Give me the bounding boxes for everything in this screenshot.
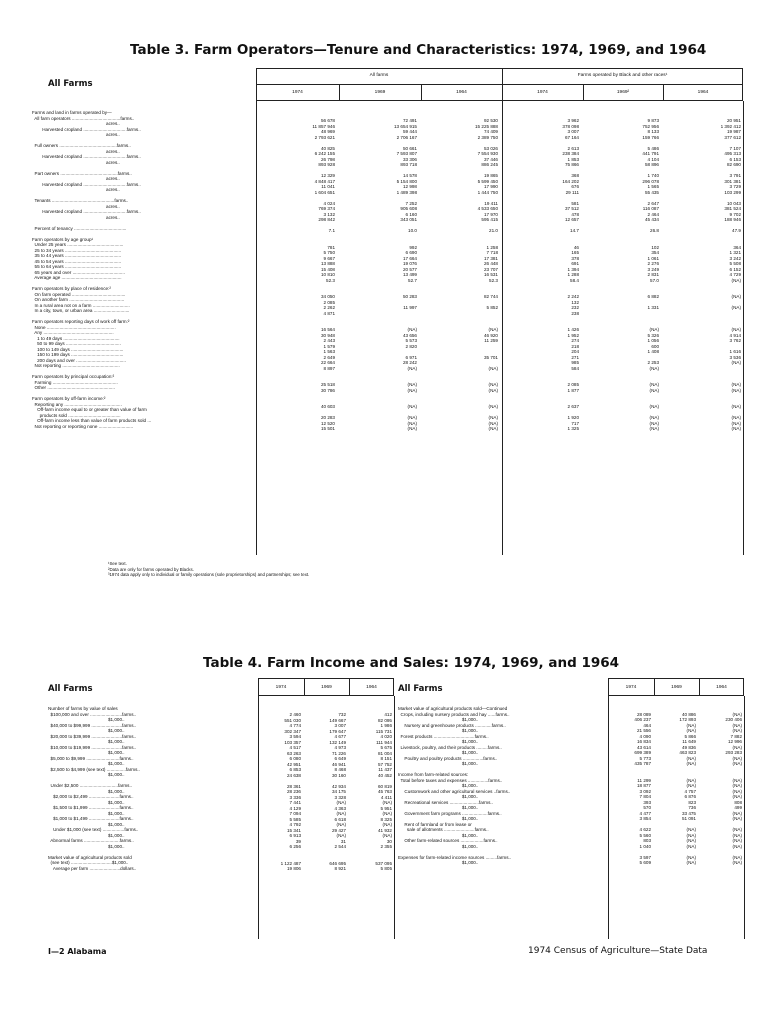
table4-right-col-1974: 28 089 406 237 464 21 556 4 090 16 834 43 614 699 389 5 773 435 787 11 299 18 877 3 092 7 804 393 570 4 477 3 854 4 622 5 560 803 1 040 3 597 5 609: [634, 711, 651, 865]
table3-row-labels: Farms and land in farms operated by— All farm operators ......................................farms.. acres.. Harvested cropland ..................................farms.. acres.. Full owners .............................................farms.. acres.. Harvested cropland ..................................farms.. acres.. Part owners .............................................farms.. acres.. Harvested cropland ..................................farms.. acres.. Tenants .................................................farms.. acres.. Harvested cropland ..................................farms.. acres.. Percent of tenancy ......................................... Farm operators by age group¹ Under 25 years ............................................ 25 to 34 years ............................................ 35 to 44 years ............................................ 45 to 54 years ............................................ 55 to 64 years ............................................ 65 years and over ......................................... Average age ............................................... Farm operators by place of residence:² On farm operated .......................................... On another farm ........................................... In a rural area not on a farm ............................. In a city, town, or urban area ............................ Farm operators reporting days of work off farm:² None ...................................................... Any ....................................................... 1 to 49 days ............................................ 50 to 99 days ........................................... 100 to 149 days ......................................... 150 to 199 days ......................................... 200 days and over ....................................... Not reporting ............................................. Farm operators by principal occupation:² Farming ................................................... Other ..................................................... Farm operators by off-farm income:² Reporting any ............................................. Off-farm income equal to or greater than value of farm products sold ......................................... Off-farm income less than value of farm products sold ... Not reporting or reporting none ...........................: [32, 110, 152, 429]
table4-right-year-3: 1964: [716, 685, 727, 690]
table4-left-year-3: 1964: [366, 685, 377, 690]
table3-year-1: 1974: [292, 90, 303, 95]
table4-right-year-2: 1969: [671, 685, 682, 690]
table3-col-black-1974: 3 962 378 098 3 007 67 164 2 613 238 384 1 853 75 866 368 164 202 676 29 111 581 37 512 478 12 657 14.7 46 165 378 691 1 394 1 288 58.4 2 242 132 232 238 1 426 1 952 274 218 204 271 985 584 2 085 1 877 2 637 1 920 717 1 325: [562, 118, 579, 431]
table3-year-2: 1969: [374, 90, 386, 95]
table3-col-black-1964: 20 951 1 392 412 19 987 377 612 7 107 495 313 6 153 82 690 3 791 301 381 3 729 103 299 10 043 381 524 9 702 188 946 47.9 364 1 321 3 242 5 508 6 152 4 729 (NA) (NA) (NA) (NA) 4 914 3 762 1 616 3 536 (NA) (NA) (NA) (NA) (NA) (NA) (NA): [720, 118, 741, 431]
table3-col-black-1969: 9 873 752 956 8 133 159 766 5 486 441 791 4 104 58 896 1 740 296 078 1 565 55 435 2 647 116 087 2 464 45 434 26.8 102 354 1 061 2 276 3 249 2 831 57.0 6 882 1 331 (NA) 5 326 1 056 600 1 408 2 253 (NA) (NA) (NA) (NA) (NA) (NA) (NA): [642, 118, 659, 431]
page-number-state: I—2 Alabama: [48, 947, 107, 956]
table4-left-col-1969: 732 149 667 3 007 179 647 4 677 132 149 4 973 71 226 6 649 46 941 8 468 30 160 42 934 34 175 3 328 (NA) 4 363 (NA) 6 618 (NA) 29 427 (NA) 31 2 544 646 695 8 921: [329, 712, 346, 871]
table3-col-1969: 72 491 13 654 915 59 444 2 706 167 50 661 7 593 807 33 306 893 718 14 578 5 154 800 12 998 1 489 398 7 252 905 608 6 160 343 051 10.0 992 6 690 17 664 19 076 20 577 13 499 52.7 50 283 11 997 (NA) 43 656 5 573 2 820 6 971 28 242 (NA) (NA) (NA) (NA) (NA) (NA) (NA): [394, 118, 417, 431]
table4-right-labels: Market value of agricultural products sold—Continued Crops, including nursery products and hay ......farms.. $1,000.. Nursery and greenhouse products .............farms.. $1,000.. Forest products ................................farms.. $1,000.. Livestock, poultry, and their products .........farms.. $1,000.. Poultry and poultry products ................farms.. $1,000.. Income from farm-related sources: Total before taxes and expenses ................farms.. $1,000.. Customwork and other agricultural services ..farms.. $1,000.. Recreational services .......................farms.. $1,000.. Government farm programs ....................farms.. $1,000.. Rent of farmland or from lease or sale of allotments ........................farms.. $1,000.. Other farm-related sources ..................farms.. $1,000.. Expenses for farm-related income sources .........farms.. $1,000..: [398, 706, 512, 865]
table4-right-col-1964: (NA) 230 406 (NA) (NA) 7 882 12 996 (NA) 293 283 (NA) (NA) (NA) (NA) (NA) (NA) 808 499 (NA) (NA) (NA) (NA) (NA) (NA) (NA) (NA): [725, 711, 742, 865]
table3-col-1974: 56 678 11 857 946 48 969 2 793 621 40 825 6 242 155 26 798 893 928 12 329 4 848 417 11 041 1 604 651 4 024 769 374 3 132 298 842 7.1 781 5 750 9 667 13 888 15 408 10 810 52.3 34 050 2 085 2 262 4 871 16 564 30 948 2 443 1 579 1 563 2 649 22 664 8 897 25 518 30 786 40 603 20 283 12 520 15 501: [312, 118, 335, 431]
table4-left-year-2: 1969: [321, 685, 332, 690]
table4-section-left: All Farms: [48, 684, 93, 694]
table4-left-year-1: 1974: [275, 685, 287, 690]
table3-footnotes: ¹See text. ²Data are only for farms operated by Blacks. ³1974 data apply only to individual or family operations (sole proprietorships) and partnerships; see text.: [108, 561, 310, 578]
table4-left-col-1964: 412 82 095 1 986 115 731 4 020 111 944 5 675 81 004 8 151 57 752 11 437 40 452 60 819 45 763 4 411 (NA) 5 951 (NA) 8 325 (NA) 41 932 (NA) 30 2 355 537 095 5 805: [375, 712, 392, 871]
table3-year-5: 1969²: [616, 90, 630, 95]
table4-section-right: All Farms: [398, 684, 443, 694]
table3-group-all-farms: All farms: [369, 73, 389, 78]
table3-year-3: 1964: [456, 90, 467, 95]
table3-group-black-races: Farms operated by Black and other races¹: [577, 73, 668, 78]
table4-left-labels: Number of farms by value of sales $100,000 and over .........................farms.. $1,000.. $40,000 to $99,999 ........................farms.. $1,000.. $20,000 to $39,999 ........................farms.. $1,000.. $10,000 to $19,999 ........................farms.. $1,000.. $5,000 to $9,999 ..........................farms.. $1,000.. $2,500 to $4,999 (see text) ...............farms.. $1,000.. Under $2,500 ..............................farms.. $1,000.. $2,000 to $2,499 ........................farms.. $1,000.. $1,500 to $1,999 ........................farms.. $1,000.. $1,000 to $1,499 ........................farms.. $1,000.. Under $1,000 (see text) .................farms.. $1,000.. Abnormal farms ............................farms.. $1,000.. Market value of agricultural products sold (see text) ................................$1,000.. Average per farm ........................dollars..: [48, 706, 140, 871]
table4-title: Table 4. Farm Income and Sales: 1974, 1969, and 1964: [203, 655, 620, 671]
table4-right-year-1: 1974: [625, 685, 637, 690]
table3-title: Table 3. Farm Operators—Tenure and Characteristics: 1974, 1969, and 1964: [130, 42, 707, 58]
table3-year-4: 1974: [537, 90, 548, 95]
table3-col-1964: 92 530 15 225 888 74 409 2 389 750 53 026 7 554 930 37 446 886 245 19 865 5 599 450 17 990 1 444 750 19 411 4 533 650 17 970 595 415 21.0 1 258 7 718 17 381 26 448 23 707 16 531 52.3 82 744 5 852 (NA) 46 920 11 259 35 701 (NA) (NA) (NA) (NA) (NA) (NA) (NA): [475, 118, 498, 431]
table3-section: All Farms: [48, 79, 93, 89]
table3-year-6: 1964: [697, 90, 709, 95]
table4-left-col-1974: 2 460 551 030 4 774 302 347 3 594 103 357 4 517 63 263 6 080 42 951 6 853 24 638 28 361 28 236 3 336 7 441 4 129 7 094 5 585 4 792 15 341 6 913 39 6 256 1 122 487 19 806: [280, 712, 301, 871]
publication-title: 1974 Census of Agriculture—State Data: [528, 946, 708, 956]
table4-right-col-1969: 40 886 172 893 (NA) (NA) 5 866 11 649 49 836 463 823 (NA) (NA) (NA) (NA) 4 757 6 876 823 736 33 475 51 091 (NA) (NA) (NA) (NA) (NA) (NA): [679, 711, 696, 865]
